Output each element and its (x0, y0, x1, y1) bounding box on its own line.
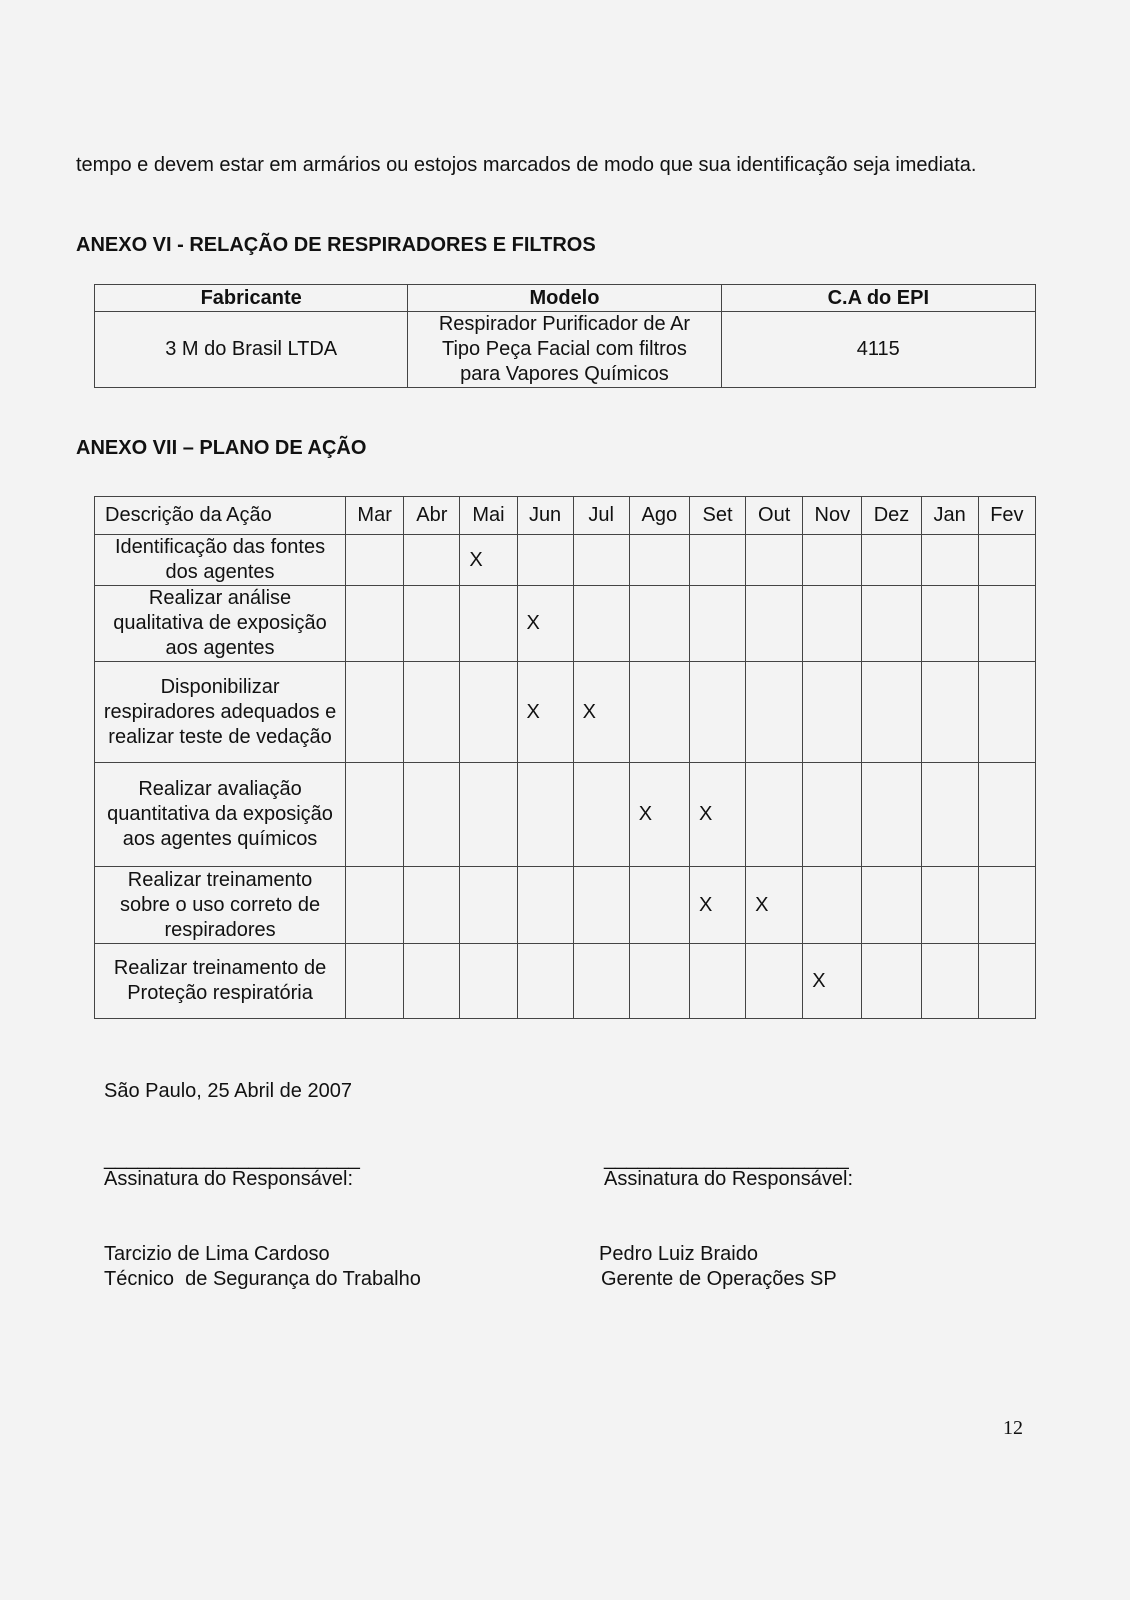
table-row (95, 662, 1036, 763)
cell-modelo-text: Respirador Purificador de Ar Tipo Peça Facial com filtros para Vapores Químicos (438, 313, 691, 385)
schedule-cell (573, 763, 629, 867)
schedule-cell (862, 867, 921, 944)
schedule-cell (573, 944, 629, 1019)
cell-ca: 4115 (721, 312, 1035, 388)
schedule-cell (978, 586, 1035, 662)
schedule-cell (404, 586, 460, 662)
schedule-cell (978, 662, 1035, 763)
schedule-cell (803, 662, 862, 763)
schedule-cell (346, 763, 404, 867)
schedule-cell (978, 944, 1035, 1019)
schedule-cell (689, 586, 745, 662)
schedule-cell (921, 763, 978, 867)
schedule-cell (404, 535, 460, 586)
table-row (95, 867, 1036, 944)
schedule-cell (862, 944, 921, 1019)
column-header-ca: C.A do EPI (721, 285, 1035, 312)
action-description: Disponibilizar respiradores adequados e realizar teste de vedação (95, 662, 346, 763)
schedule-cell: X (517, 586, 573, 662)
action-description: Realizar avaliação quantitativa da exposição aos agentes químicos (95, 763, 346, 867)
column-header-modelo: Modelo (408, 285, 721, 312)
page-number: 12 (1003, 1417, 1023, 1439)
schedule-cell (803, 867, 862, 944)
schedule-cell (921, 867, 978, 944)
schedule-cell (803, 535, 862, 586)
schedule-cell (404, 763, 460, 867)
schedule-cell: X (517, 662, 573, 763)
table-header-row (95, 497, 1036, 535)
signer-name: Pedro Luiz Braido (599, 1243, 758, 1265)
table-row (95, 944, 1036, 1019)
schedule-cell (517, 763, 573, 867)
schedule-cell (404, 867, 460, 944)
schedule-cell: X (460, 535, 517, 586)
schedule-cell (978, 763, 1035, 867)
action-description: Realizar análise qualitativa de exposição aos agentes (95, 586, 346, 662)
table-row (95, 312, 1036, 388)
column-header-month: Jun (517, 497, 573, 535)
schedule-cell (460, 586, 517, 662)
schedule-cell (803, 763, 862, 867)
schedule-cell (862, 535, 921, 586)
schedule-cell: X (629, 763, 689, 867)
annex6-heading: ANEXO VI - RELAÇÃO DE RESPIRADORES E FILTROS (76, 234, 596, 256)
date-line: São Paulo, 25 Abril de 2007 (104, 1080, 352, 1102)
schedule-cell (746, 763, 803, 867)
schedule-cell (629, 944, 689, 1019)
signature-line: ______________________ (604, 1148, 849, 1170)
signer-name: Tarcizio de Lima Cardoso (104, 1243, 330, 1265)
column-header-month: Ago (629, 497, 689, 535)
schedule-cell (346, 535, 404, 586)
schedule-cell (746, 662, 803, 763)
signature-line: _______________________ (104, 1148, 360, 1170)
column-header-month: Mar (346, 497, 404, 535)
table-row (95, 586, 1036, 662)
column-header-month: Mai (460, 497, 517, 535)
signature-label: Assinatura do Responsável: (104, 1168, 354, 1190)
schedule-cell (629, 535, 689, 586)
column-header-description: Descrição da Ação (95, 497, 346, 535)
action-description: Realizar treinamento de Proteção respiratória (95, 944, 346, 1019)
cell-fabricante: 3 M do Brasil LTDA (95, 312, 408, 388)
schedule-cell (921, 944, 978, 1019)
column-header-month: Out (746, 497, 803, 535)
schedule-cell: X (746, 867, 803, 944)
schedule-cell (460, 944, 517, 1019)
signature-block-left (104, 1148, 421, 1292)
column-header-month: Set (689, 497, 745, 535)
column-header-month: Jul (573, 497, 629, 535)
schedule-cell (517, 535, 573, 586)
schedule-cell (921, 535, 978, 586)
schedule-cell (460, 867, 517, 944)
column-header-month: Abr (404, 497, 460, 535)
schedule-cell (573, 586, 629, 662)
signer-role: Técnico de Segurança do Trabalho (104, 1268, 421, 1290)
column-header-month: Jan (921, 497, 978, 535)
schedule-cell (689, 535, 745, 586)
cell-modelo (408, 312, 721, 388)
schedule-cell (746, 586, 803, 662)
schedule-cell: X (573, 662, 629, 763)
action-description: Realizar treinamento sobre o uso correto de respiradores (95, 867, 346, 944)
schedule-cell: X (803, 944, 862, 1019)
table-row (95, 763, 1036, 867)
schedule-cell (629, 586, 689, 662)
schedule-cell (978, 535, 1035, 586)
signature-block-right (599, 1148, 854, 1292)
column-header-month: Nov (803, 497, 862, 535)
schedule-cell (921, 662, 978, 763)
intro-paragraph: tempo e devem estar em armários ou estojos marcados de modo que sua identificação seja imediata. (76, 154, 977, 176)
schedule-cell (862, 662, 921, 763)
column-header-month: Fev (978, 497, 1035, 535)
schedule-cell: X (689, 763, 745, 867)
schedule-cell (803, 586, 862, 662)
table-header-row (95, 285, 1036, 312)
schedule-cell (862, 586, 921, 662)
schedule-cell (404, 944, 460, 1019)
schedule-cell (404, 662, 460, 763)
schedule-cell (862, 763, 921, 867)
schedule-cell (978, 867, 1035, 944)
schedule-cell (629, 662, 689, 763)
schedule-cell (346, 867, 404, 944)
column-header-fabricante: Fabricante (95, 285, 408, 312)
action-description: Identificação das fontes dos agentes (95, 535, 346, 586)
schedule-cell (346, 944, 404, 1019)
schedule-cell (689, 662, 745, 763)
signature-label: Assinatura do Responsável: (604, 1168, 854, 1190)
column-header-month: Dez (862, 497, 921, 535)
schedule-cell (346, 586, 404, 662)
signer-role: Gerente de Operações SP (601, 1268, 837, 1290)
schedule-cell (517, 944, 573, 1019)
schedule-cell (746, 944, 803, 1019)
schedule-cell (573, 535, 629, 586)
schedule-cell (746, 535, 803, 586)
schedule-cell (573, 867, 629, 944)
schedule-cell (517, 867, 573, 944)
schedule-cell (921, 586, 978, 662)
schedule-cell (346, 662, 404, 763)
schedule-cell (460, 662, 517, 763)
schedule-cell (689, 944, 745, 1019)
schedule-cell (460, 763, 517, 867)
table-row (95, 535, 1036, 586)
respirators-table (94, 284, 1036, 388)
schedule-cell (629, 867, 689, 944)
annex7-heading: ANEXO VII – PLANO DE AÇÃO (76, 437, 367, 459)
action-plan-table (94, 496, 1036, 1019)
schedule-cell: X (689, 867, 745, 944)
